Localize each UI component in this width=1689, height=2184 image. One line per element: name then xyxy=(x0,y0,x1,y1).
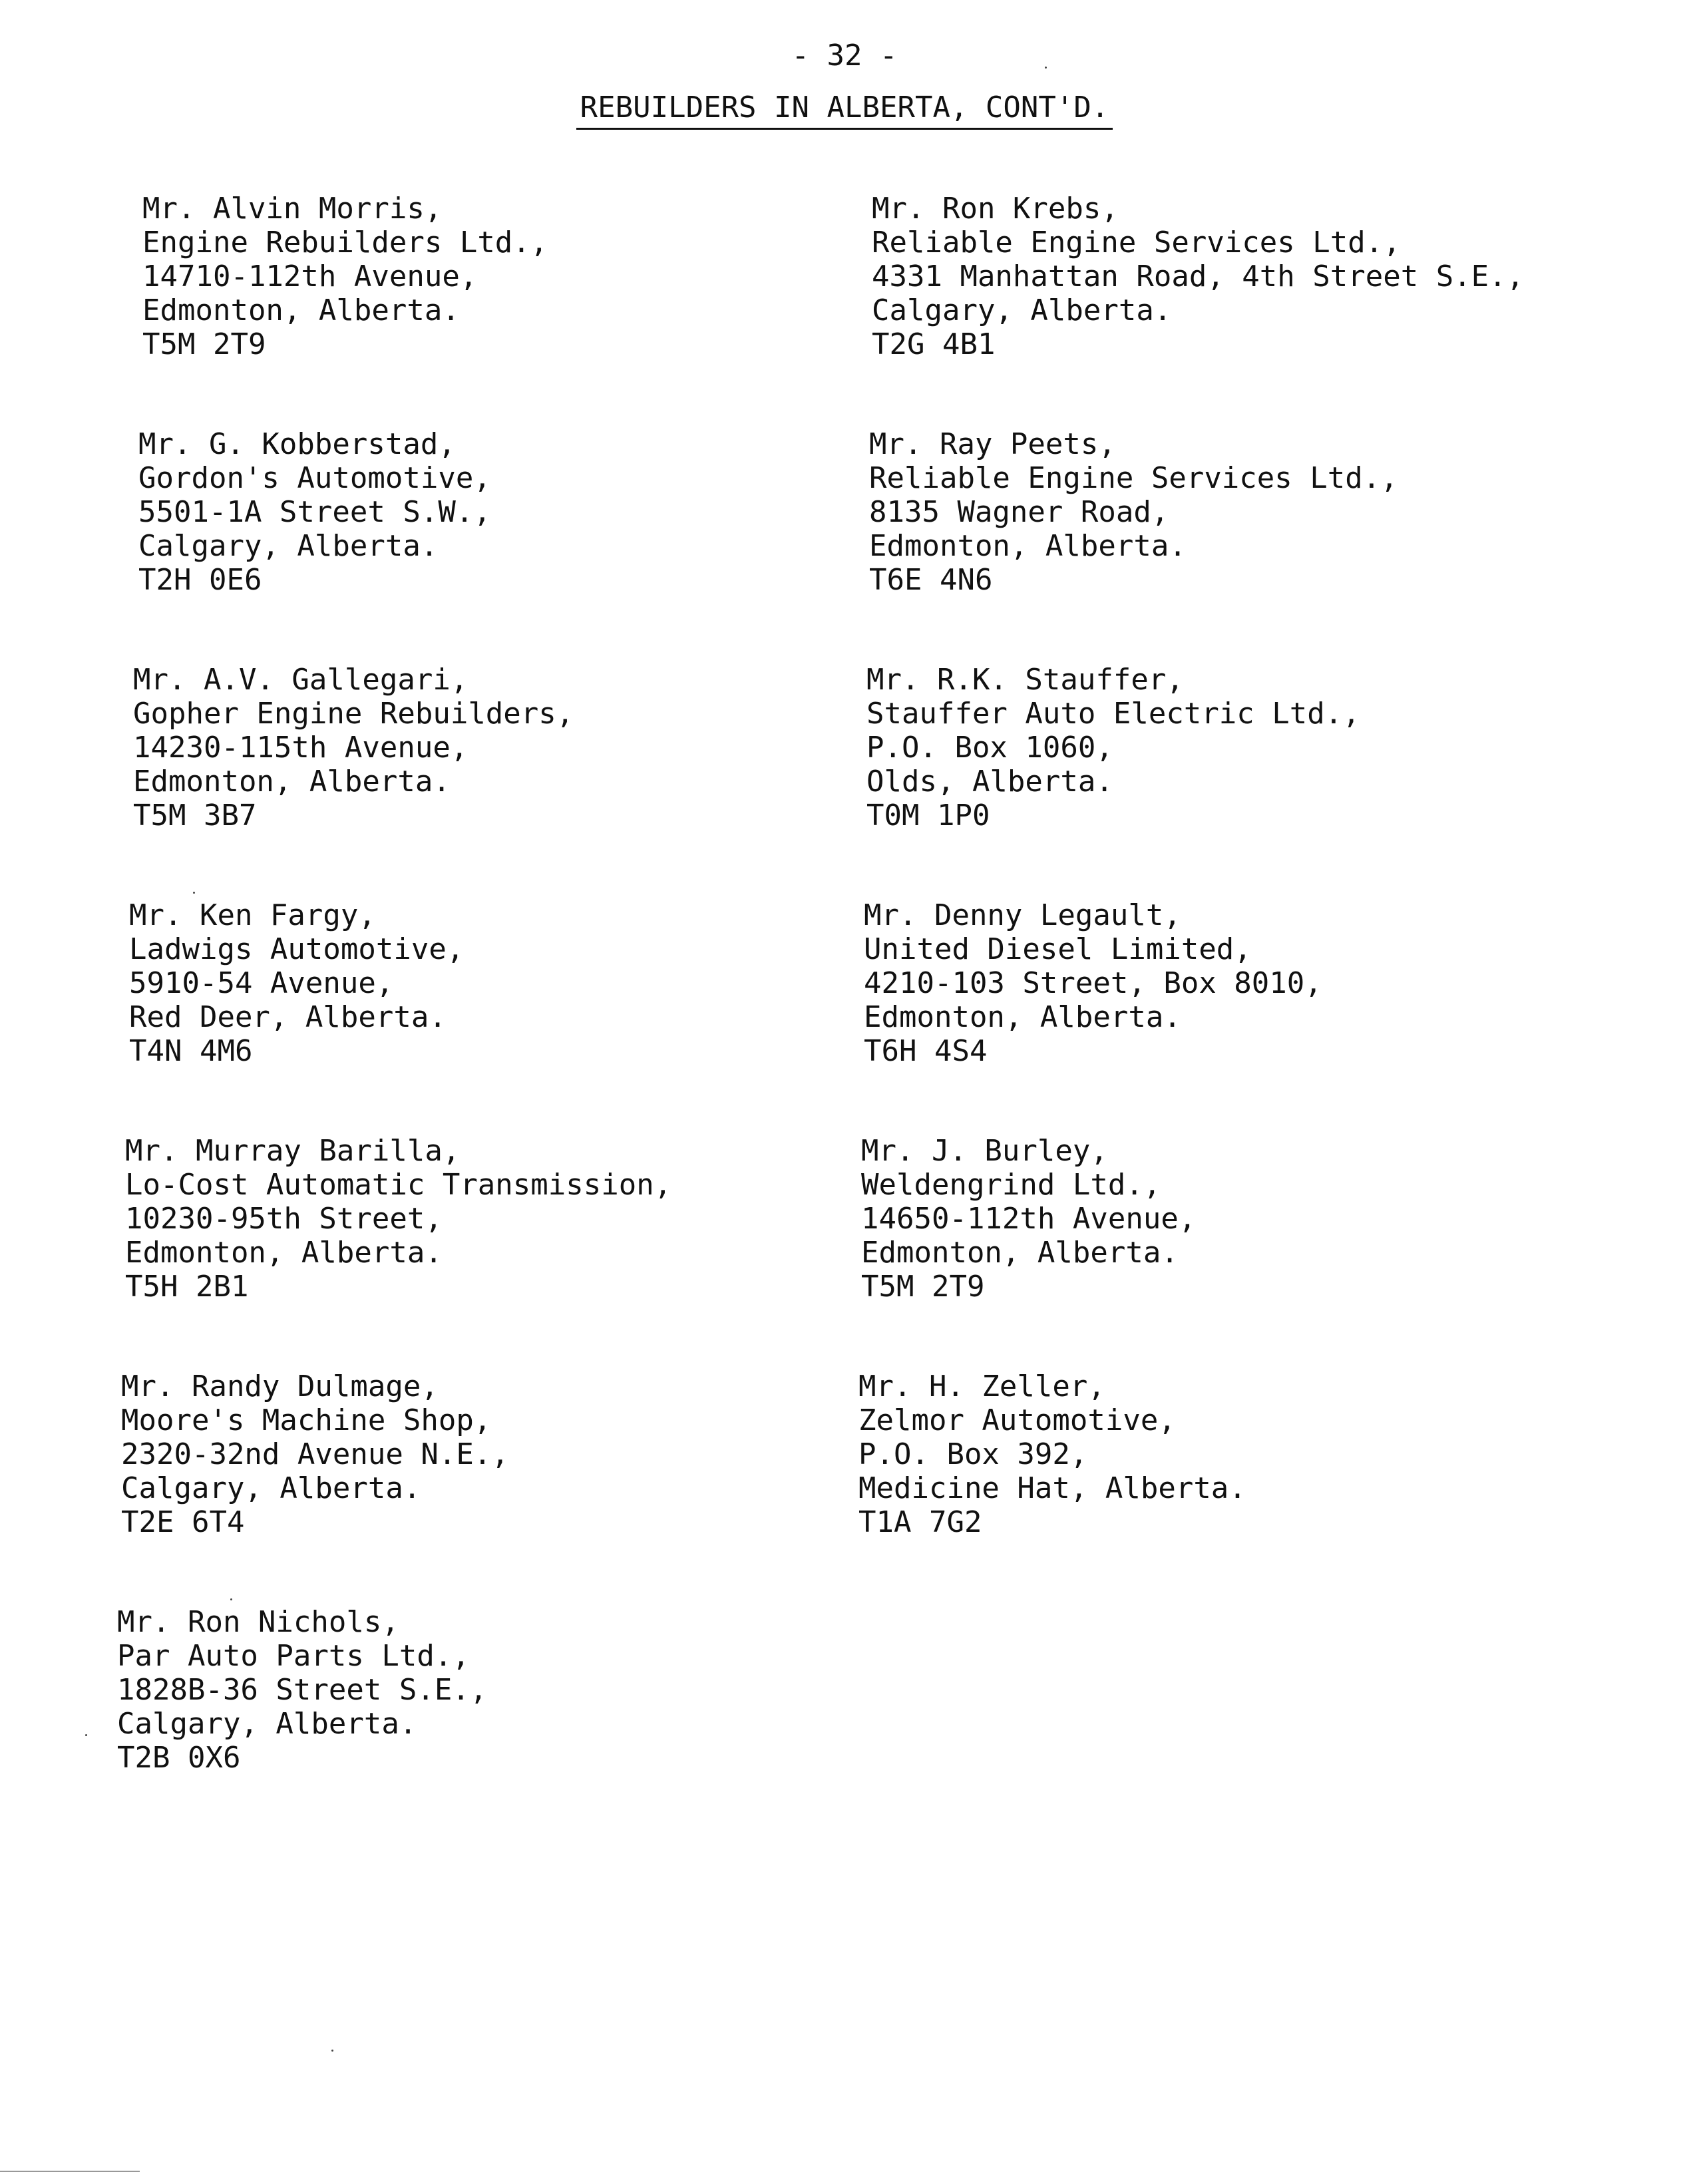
page-number: - 32 - xyxy=(791,39,898,73)
street-address: 2320-32nd Avenue N.E., xyxy=(121,1437,509,1471)
scan-speck xyxy=(85,1734,87,1736)
postal-code: T6E 4N6 xyxy=(869,563,993,597)
street-address: 14710-112th Avenue, xyxy=(142,260,478,293)
company-name: Reliable Engine Services Ltd., xyxy=(869,461,1398,495)
city-province: Olds, Alberta. xyxy=(866,765,1113,799)
city-province: Calgary, Alberta. xyxy=(121,1471,421,1505)
company-name: Ladwigs Automotive, xyxy=(129,932,465,966)
address-entry xyxy=(133,663,827,898)
company-name: Zelmor Automotive, xyxy=(858,1403,1176,1437)
address-entry xyxy=(125,1134,827,1369)
address-entry xyxy=(117,1605,827,1841)
company-name: United Diesel Limited, xyxy=(864,932,1252,966)
address-entry xyxy=(866,663,1660,898)
contact-name: Mr. Alvin Morris, xyxy=(142,192,443,226)
address-entry xyxy=(869,427,1660,663)
address-entry xyxy=(129,898,827,1134)
right-column xyxy=(858,192,1660,1605)
street-address: 5910-54 Avenue, xyxy=(129,966,394,1000)
address-entry xyxy=(864,898,1660,1134)
postal-code: T6H 4S4 xyxy=(864,1034,988,1068)
street-address: 5501-1A Street S.W., xyxy=(138,495,491,529)
address-entry xyxy=(872,192,1660,427)
city-province: Edmonton, Alberta. xyxy=(142,293,460,327)
street-address: 14650-112th Avenue, xyxy=(861,1202,1197,1236)
contact-name: Mr. Denny Legault, xyxy=(864,898,1181,932)
city-province: Red Deer, Alberta. xyxy=(129,1000,447,1034)
address-entry xyxy=(121,1369,827,1605)
address-entry xyxy=(142,192,827,427)
postal-code: T5H 2B1 xyxy=(125,1270,249,1304)
city-province: Edmonton, Alberta. xyxy=(125,1236,443,1270)
postal-code: T2H 0E6 xyxy=(138,563,262,597)
street-address: 14230-115th Avenue, xyxy=(133,731,469,765)
scan-speck xyxy=(1045,67,1047,69)
postal-code: T1A 7G2 xyxy=(858,1505,982,1539)
scan-speck xyxy=(331,2050,333,2052)
street-address: 1828B-36 Street S.E., xyxy=(117,1673,488,1707)
city-province: Edmonton, Alberta. xyxy=(864,1000,1181,1034)
company-name: Par Auto Parts Ltd., xyxy=(117,1639,470,1673)
address-entry xyxy=(858,1369,1660,1605)
contact-name: Mr. H. Zeller, xyxy=(858,1369,1105,1403)
scan-speck xyxy=(193,892,195,894)
contact-name: Mr. Ray Peets, xyxy=(869,427,1116,461)
left-column xyxy=(117,192,827,1841)
scan-speck xyxy=(230,1598,232,1600)
page-heading-text: REBUILDERS IN ALBERTA, CONT'D. xyxy=(576,91,1113,130)
street-address: 4210-103 Street, Box 8010, xyxy=(864,966,1322,1000)
contact-name: Mr. Murray Barilla, xyxy=(125,1134,461,1168)
postal-code: T5M 2T9 xyxy=(142,327,266,361)
address-entry xyxy=(861,1134,1660,1369)
contact-name: Mr. A.V. Gallegari, xyxy=(133,663,469,697)
company-name: Gopher Engine Rebuilders, xyxy=(133,697,574,731)
street-address: 8135 Wagner Road, xyxy=(869,495,1169,529)
contact-name: Mr. Ron Krebs, xyxy=(872,192,1119,226)
contact-name: Mr. Ken Fargy, xyxy=(129,898,376,932)
postal-code: T5M 2T9 xyxy=(861,1270,985,1304)
postal-code: T5M 3B7 xyxy=(133,799,257,832)
company-name: Stauffer Auto Electric Ltd., xyxy=(866,697,1360,731)
company-name: Reliable Engine Services Ltd., xyxy=(872,226,1401,260)
city-province: Edmonton, Alberta. xyxy=(133,765,451,799)
company-name: Gordon's Automotive, xyxy=(138,461,491,495)
city-province: Calgary, Alberta. xyxy=(138,529,439,563)
scan-edge-line xyxy=(0,2171,140,2172)
city-province: Calgary, Alberta. xyxy=(872,293,1172,327)
page-heading xyxy=(0,91,1689,130)
postal-code: T0M 1P0 xyxy=(866,799,990,832)
city-province: Medicine Hat, Alberta. xyxy=(858,1471,1246,1505)
address-entry xyxy=(138,427,827,663)
city-province: Edmonton, Alberta. xyxy=(861,1236,1179,1270)
city-province: Calgary, Alberta. xyxy=(117,1707,417,1741)
postal-code: T2B 0X6 xyxy=(117,1741,241,1775)
contact-name: Mr. G. Kobberstad, xyxy=(138,427,456,461)
street-address: P.O. Box 1060, xyxy=(866,731,1113,765)
postal-code: T4N 4M6 xyxy=(129,1034,253,1068)
city-province: Edmonton, Alberta. xyxy=(869,529,1187,563)
street-address: 4331 Manhattan Road, 4th Street S.E., xyxy=(872,260,1525,293)
postal-code: T2G 4B1 xyxy=(872,327,996,361)
company-name: Engine Rebuilders Ltd., xyxy=(142,226,548,260)
company-name: Weldengrind Ltd., xyxy=(861,1168,1161,1202)
contact-name: Mr. Randy Dulmage, xyxy=(121,1369,439,1403)
contact-name: Mr. Ron Nichols, xyxy=(117,1605,399,1639)
contact-name: Mr. R.K. Stauffer, xyxy=(866,663,1184,697)
company-name: Moore's Machine Shop, xyxy=(121,1403,492,1437)
company-name: Lo-Cost Automatic Transmission, xyxy=(125,1168,672,1202)
postal-code: T2E 6T4 xyxy=(121,1505,245,1539)
contact-name: Mr. J. Burley, xyxy=(861,1134,1108,1168)
street-address: 10230-95th Street, xyxy=(125,1202,443,1236)
street-address: P.O. Box 392, xyxy=(858,1437,1088,1471)
